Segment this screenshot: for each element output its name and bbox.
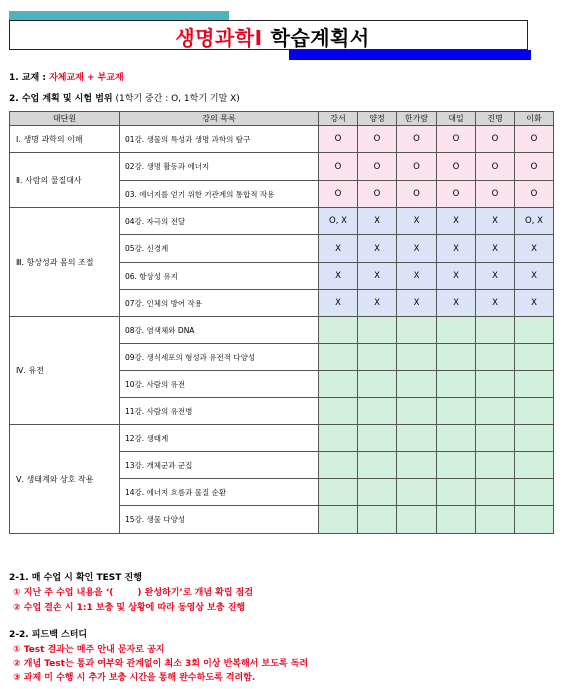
mark-cell	[319, 479, 358, 506]
mark-cell	[437, 317, 476, 344]
unit-cell: Ⅱ. 사람의 물질대사	[10, 153, 120, 208]
table-header-row	[10, 112, 554, 126]
lesson-cell: 03. 에너지를 얻기 위한 기관계의 통합적 작용	[120, 181, 319, 208]
unit-cell: Ⅰ. 생명 과학의 이해	[10, 126, 120, 153]
mark-cell	[358, 371, 397, 398]
mark-cell	[515, 479, 554, 506]
lesson-cell: 09강. 생식세포의 형성과 유전적 다양성	[120, 344, 319, 371]
mark-cell: X	[358, 263, 397, 290]
mark-cell: O	[515, 181, 554, 208]
mark-cell	[476, 317, 515, 344]
section-2-1-item-1-start: ① 지난 주 수업 내용을 ‘(	[13, 588, 114, 598]
mark-cell: O	[319, 126, 358, 153]
lesson-cell: 11강. 사람의 유전병	[120, 398, 319, 425]
unit-cell: Ⅳ. 유전	[10, 317, 120, 425]
mark-cell: O	[437, 126, 476, 153]
mark-cell	[397, 452, 437, 479]
mark-cell: X	[319, 290, 358, 317]
mark-cell	[397, 344, 437, 371]
mark-cell: O	[358, 153, 397, 181]
mark-cell	[476, 452, 515, 479]
col-header-school: 양정	[358, 112, 397, 126]
mark-cell	[515, 425, 554, 452]
mark-cell: X	[437, 263, 476, 290]
mark-cell	[437, 371, 476, 398]
mark-cell: X	[476, 290, 515, 317]
mark-cell: X	[437, 290, 476, 317]
mark-cell: O, X	[515, 208, 554, 235]
mark-cell	[476, 425, 515, 452]
mark-cell: X	[397, 235, 437, 263]
mark-cell	[397, 371, 437, 398]
lesson-cell: 15강. 생물 다양성	[120, 506, 319, 534]
mark-cell: O	[319, 181, 358, 208]
mark-cell: O	[476, 153, 515, 181]
textbook-value: 자체교재 + 부교재	[49, 73, 124, 83]
section-2-2-item-1: ① Test 결과는 매주 안내 문자로 공지	[13, 645, 165, 655]
mark-cell: X	[397, 208, 437, 235]
section-2-1-item-1-end: ) 완성하기’로 개념 확립 점검	[137, 588, 254, 598]
mark-cell	[397, 479, 437, 506]
mark-cell	[437, 398, 476, 425]
table-row	[10, 153, 554, 181]
lesson-cell: 06. 항상성 유지	[120, 263, 319, 290]
mark-cell	[515, 452, 554, 479]
section-2-2-heading: 2-2. 피드백 스터디	[9, 630, 88, 640]
mark-cell	[476, 398, 515, 425]
mark-cell	[515, 371, 554, 398]
mark-cell: X	[397, 290, 437, 317]
mark-cell	[397, 398, 437, 425]
mark-cell	[476, 344, 515, 371]
mark-cell	[319, 452, 358, 479]
mark-cell	[358, 344, 397, 371]
unit-cell: Ⅴ. 생태계와 상호 작용	[10, 425, 120, 534]
mark-cell	[476, 371, 515, 398]
mark-cell	[319, 398, 358, 425]
mark-cell	[358, 425, 397, 452]
mark-cell: O	[515, 153, 554, 181]
lesson-cell: 04강. 자극의 전달	[120, 208, 319, 235]
mark-cell	[515, 317, 554, 344]
mark-cell	[397, 425, 437, 452]
mark-cell: X	[437, 235, 476, 263]
table-row	[10, 126, 554, 153]
mark-cell	[319, 371, 358, 398]
mark-cell: O	[437, 181, 476, 208]
mark-cell	[358, 398, 397, 425]
scope-note: (1학기 중간 : O, 1학기 기말 X)	[112, 94, 240, 104]
mark-cell: X	[476, 208, 515, 235]
mark-cell	[437, 452, 476, 479]
col-header-school: 진명	[476, 112, 515, 126]
section-2-1-item-2: ② 수업 결손 시 1:1 보충 및 상황에 따라 동영상 보충 진행	[13, 603, 246, 613]
col-header-school: 강서	[319, 112, 358, 126]
mark-cell: O	[476, 181, 515, 208]
lesson-cell: 05강. 신경계	[120, 235, 319, 263]
mark-cell	[397, 317, 437, 344]
unit-cell: Ⅲ. 항상성과 몸의 조절	[10, 208, 120, 317]
mark-cell: O	[437, 153, 476, 181]
lesson-cell: 12강. 생태계	[120, 425, 319, 452]
mark-cell	[476, 479, 515, 506]
section-2-2-item-2: ② 개념 Test는 통과 여부와 관계없이 최소 3회 이상 반복해서 보도록 독려	[13, 659, 309, 669]
scope-line	[9, 91, 240, 104]
mark-cell	[358, 506, 397, 534]
mark-cell	[437, 506, 476, 534]
mark-cell: X	[515, 290, 554, 317]
mark-cell	[358, 317, 397, 344]
lesson-cell: 01강. 생물의 특성과 생명 과학의 탐구	[120, 126, 319, 153]
mark-cell	[437, 344, 476, 371]
mark-cell	[515, 344, 554, 371]
mark-cell	[515, 506, 554, 534]
col-header-school: 이화	[515, 112, 554, 126]
lesson-cell: 10강. 사람의 유전	[120, 371, 319, 398]
col-header-school: 한가람	[397, 112, 437, 126]
scope-label: 2. 수업 계획 및 시험 범위	[9, 94, 113, 104]
table-row	[10, 425, 554, 452]
lesson-cell: 07강. 인체의 방어 작용	[120, 290, 319, 317]
mark-cell	[515, 398, 554, 425]
mark-cell: X	[515, 235, 554, 263]
mark-cell	[397, 506, 437, 534]
page-title-doc: 학습계획서	[270, 26, 370, 50]
mark-cell	[437, 425, 476, 452]
page-title-subject: 생명과학Ⅰ	[175, 26, 263, 50]
mark-cell	[358, 452, 397, 479]
col-header-lesson: 강의 목록	[120, 112, 319, 126]
plan-table	[9, 111, 554, 534]
mark-cell	[319, 344, 358, 371]
mark-cell: X	[358, 290, 397, 317]
col-header-unit: 대단원	[10, 112, 120, 126]
mark-cell: X	[397, 263, 437, 290]
mark-cell	[437, 479, 476, 506]
mark-cell: O	[358, 126, 397, 153]
section-2-2-item-3: ③ 과제 미 수행 시 추가 보충 시간을 통해 완수하도록 격려함.	[13, 673, 256, 683]
mark-cell: X	[476, 263, 515, 290]
mark-cell	[319, 506, 358, 534]
mark-cell: O	[397, 181, 437, 208]
mark-cell: X	[437, 208, 476, 235]
mark-cell: O	[358, 181, 397, 208]
mark-cell: X	[358, 208, 397, 235]
mark-cell: X	[319, 235, 358, 263]
mark-cell: X	[515, 263, 554, 290]
section-2-1-item-1	[13, 585, 253, 598]
table-row	[10, 317, 554, 344]
title-accent-bar-top	[9, 11, 229, 20]
section-2-1-heading: 2-1. 매 수업 시 확인 TEST 진행	[9, 573, 142, 583]
mark-cell	[476, 506, 515, 534]
lesson-cell: 13강. 개체군과 군집	[120, 452, 319, 479]
lesson-cell: 02강. 생명 활동과 에너지	[120, 153, 319, 181]
mark-cell: O	[397, 126, 437, 153]
table-row	[10, 208, 554, 235]
mark-cell: O, X	[319, 208, 358, 235]
lesson-cell: 08강. 염색체와 DNA	[120, 317, 319, 344]
mark-cell: X	[319, 263, 358, 290]
mark-cell: X	[476, 235, 515, 263]
mark-cell: O	[397, 153, 437, 181]
mark-cell	[319, 317, 358, 344]
mark-cell: O	[476, 126, 515, 153]
textbook-label: 1. 교재 :	[9, 73, 50, 83]
mark-cell	[319, 425, 358, 452]
mark-cell	[358, 479, 397, 506]
textbook-line	[9, 70, 124, 83]
lesson-cell: 14강. 에너지 흐름과 물질 순환	[120, 479, 319, 506]
mark-cell: X	[358, 235, 397, 263]
col-header-school: 대일	[437, 112, 476, 126]
mark-cell: O	[515, 126, 554, 153]
page-title	[0, 22, 545, 51]
title-accent-bar-bottom	[289, 50, 531, 60]
mark-cell: O	[319, 153, 358, 181]
